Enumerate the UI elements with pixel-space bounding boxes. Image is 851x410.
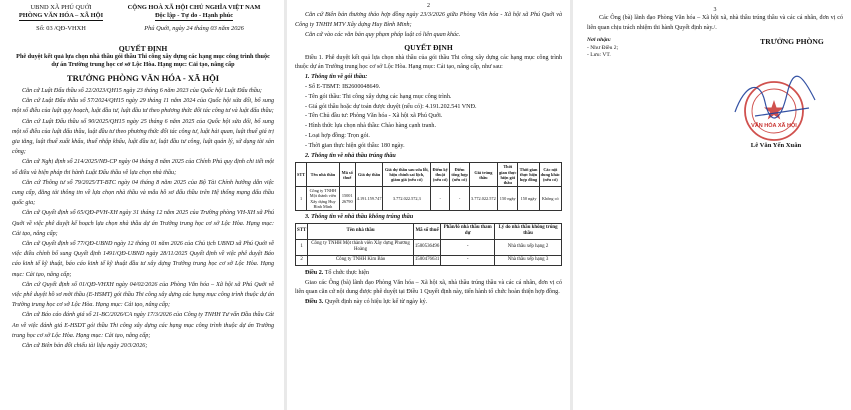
column-header: STT — [296, 163, 307, 187]
signer-title: TRƯỞNG PHÒNG — [760, 37, 824, 47]
table-cell: 1 — [296, 187, 307, 211]
table-cell: 3.772.022.572,3 — [383, 187, 431, 211]
winner-table-header — [296, 163, 562, 187]
table-cell: Nhà thầu xếp hạng 3 — [495, 255, 562, 265]
signature-block — [721, 58, 831, 148]
table-cell: - — [450, 187, 469, 211]
legal-basis-item: Căn cứ Biên bản thương thảo hợp đồng ngày 23/3/2026 giữa Phòng Văn hóa - Xã hội xã Phú Quới và Công ty TNHH MTV Xây dựng Huy Bình Minh; — [295, 12, 562, 29]
table-row — [296, 239, 562, 255]
table-row — [296, 187, 562, 211]
table-cell: Công ty TNHH Một thành viên Xây dựng Phương Hoàng — [308, 239, 414, 255]
table-cell: 150 ngày — [498, 187, 518, 211]
table-cell: 15001 26790 — [339, 187, 355, 211]
winner-table — [295, 162, 562, 211]
package-info-item: - Giá gói thầu hoặc dự toán được duyệt (nếu có): 4.191.202.541 VNĐ. — [305, 103, 477, 110]
legal-basis-item: Căn cứ Quyết định số 65/QĐ-PVH-XH ngày 31 tháng 12 năm 2025 của Trường phòng VH-XH xã Phú Quới về việc phê duyệt kế hoạch lựa chọn nhà thầu dự án Trường trung học cơ sở Lộc Hòa. Hạng mục: Cải tạo, nâng cấp; — [12, 210, 274, 237]
table-cell: 4.191.159.747 — [355, 187, 383, 211]
table-cell: Công ty TNHH Kim Bảo — [308, 255, 414, 265]
table-cell: 3.772.022.572 — [469, 187, 497, 211]
legal-basis-item: Căn cứ Quyết định số 77/QĐ-UBND ngày 12 tháng 01 năm 2026 của Chủ tịch UBND xã Phú Quới về việc điều chỉnh bổ sung Quyết định 1491/QĐ-UBND ngày 28/11/2025 Quyết định về việc phê duyệt Báo cáo kinh tế kỹ thuật, báo cáo kinh tế kỹ thuật đầu tư xây dựng Trường trung học cơ sở Lộc Hòa. Hạng mục: Cải tạo, nâng cấp; — [12, 241, 274, 278]
table-cell: Nhà thầu xếp hạng 2 — [495, 239, 562, 255]
column-header: Thời gian thực hiện gói thầu — [499, 164, 517, 185]
column-header: Tên nhà thầu — [308, 223, 414, 239]
article-2-title: Tổ chức thực hiện — [323, 269, 370, 276]
recipient-item: - Như Điều 2; — [587, 44, 619, 51]
agency-heading: TRƯỞNG PHÒNG VĂN HÓA - XÃ HỘI — [66, 73, 220, 83]
table-cell: - — [441, 255, 495, 265]
motto: Độc lập - Tự do - Hạnh phúc — [154, 12, 234, 19]
package-info-item: - Số E-TBMT: IB2600048649. — [305, 84, 381, 90]
loser-table-header — [296, 223, 562, 239]
legal-basis-item: Căn cứ Thông tư số 79/2025/TT-BTC ngày 04 tháng 8 năm 2025 của Bộ Tài Chính hướng dẫn việc cung cấp, đăng tải thông tin về lựa chọn nhà thầu và mẫu hồ sơ đấu thầu trên Hệ thống mạng đấu thầu quốc gia; — [12, 179, 274, 207]
country-name: CỘNG HOÀ XÃ HỘI CHỦ NGHĨA VIỆT NAM — [127, 4, 261, 11]
national-heading — [112, 4, 276, 33]
document-page-2 — [287, 0, 570, 410]
signer-name: Lê Văn Yến Xuân — [750, 142, 802, 149]
page-number: 3 — [713, 7, 717, 13]
recipients-title: Nơi nhận: — [587, 37, 611, 44]
loser-heading: 3. Thông tin về nhà thầu không trúng thầu — [305, 214, 414, 220]
legal-basis-item: Căn cứ Nghị định số 214/2025/NĐ-CP ngày 04 tháng 8 năm 2025 của Chính Phủ quy định chi tiết một số điều và biện pháp thi hành Luật Đấu thầu về lựa chọn nhà thầu; — [12, 159, 274, 176]
table-cell: 1500476631 — [413, 255, 440, 265]
winner-heading: 2. Thông tin về nhà thầu trúng thầu — [305, 152, 396, 159]
document-date: Phú Quới, ngày 24 tháng 03 năm 2026 — [144, 25, 244, 32]
column-header: STT — [296, 223, 308, 239]
legal-basis-item: Căn cứ Luật Đấu thầu số 22/2023/QH15 ngày 23 tháng 6 năm 2023 của Quốc hội Luật Đấu thầu; — [22, 88, 262, 94]
table-cell: Không có — [539, 187, 561, 211]
package-info-list — [295, 83, 562, 152]
legal-basis-item: Căn cứ Quyết định số 01/QĐ-VHXH ngày 04/02/2026 của Phòng Văn hóa – Xã hội xã Phú Quới về việc phê duyệt hồ sơ mời thầu (E-HSMT) gói thầu Thi công xây dựng các hạng mục công trình thuộc dự án Trường trung học cơ sở Lộc Hòa. Hạng mục: Cải tạo, nâng cấp; — [12, 281, 274, 309]
page-number: 2 — [427, 3, 430, 9]
table-cell: 1 — [296, 239, 308, 255]
column-header: Giá dự thầu — [355, 163, 383, 187]
article-2-label: Điều 2. — [305, 269, 324, 276]
column-header: Giá trúng thầu — [469, 163, 497, 187]
decision-subject: Phê duyệt kết quả lựa chọn nhà thầu gói thầu Thi công xây dựng các hạng mục công trình thuộc dự án Trường trung học cơ sở Lộc Hòa. Hạng mục: Cải tạo, nâng cấp — [16, 53, 270, 68]
column-header: Tên nhà thầu — [307, 163, 340, 187]
table-cell: 1500536496 — [413, 239, 440, 255]
package-info-item: - Tên Chủ đầu tư: Phòng Văn hóa - Xã hội xã Phú Quới. — [305, 113, 443, 120]
legal-basis-item: Căn cứ Báo cáo đánh giá số 21-BC/2026/CA ngày 17/3/2026 của Công ty TNHH Tư vấn Đầu thầu Cát An về việc đánh giá E-HSDT gói thầu Thi công xây dựng các hạng mục công trình thuộc dự án Trường trung học cơ sở Lộc Hòa. Hạng mục: Cải tạo, nâng cấp; — [12, 312, 274, 339]
column-header: Giá dự thầu sau sửa lỗi, hiệu chỉnh sai lệch, giảm giá (nếu có) — [383, 163, 431, 187]
column-header: Điểm tổng hợp (nếu có) — [450, 163, 469, 187]
legal-basis-item: Căn cứ vào các văn bản quy phạm pháp luật có liên quan khác. — [305, 32, 461, 39]
package-info-item: - Hình thức lựa chọn nhà thầu: Chào hàng cạnh tranh. — [305, 123, 436, 130]
package-info-item: - Thời gian thực hiện gói thầu: 180 ngày. — [305, 142, 405, 149]
package-info-item: - Loại hợp đồng: Trọn gói. — [305, 132, 370, 139]
document-page-1 — [0, 0, 284, 410]
table-cell: - — [441, 239, 495, 255]
article-3-label: Điều 3. — [305, 299, 324, 306]
article-2-body: Giao các Ông (bà) lãnh đạo Phòng Văn hóa – Xã hội xã, nhà thầu trúng thầu và các cá nhân, đơn vị có liên quan căn cứ nội dung được phê duyệt tại Điều 1 Quyết định này, tiến hành tổ chức hoàn thiện hợp đồng. — [295, 279, 562, 296]
decision-title: QUYẾT ĐỊNH — [118, 44, 168, 53]
recipients-block — [587, 37, 707, 59]
handwritten-signature-icon — [725, 64, 829, 134]
document-header — [12, 4, 274, 44]
org-sub: PHÒNG VĂN HÓA – XÃ HỘI — [18, 12, 104, 19]
column-header: Thời gian thực hiện hợp đồng — [518, 163, 539, 187]
document-page-3 — [573, 0, 851, 410]
closing-paragraph: Các Ông (bà) lãnh đạo Phòng Văn hóa – Xã hội xã, nhà thầu trúng thầu và các cá nhân, đơn vị có liên quan chịu trách nhiệm thi hành Quyết định này./. — [587, 15, 843, 31]
table-cell: Công ty TNHH Một thành viên Xây dựng Huy Bình Minh — [307, 187, 340, 211]
package-info-heading: 1. Thông tin về gói thầu: — [305, 74, 368, 81]
table-row — [296, 255, 562, 265]
legal-basis-item: Căn cứ Luật Đấu thầu số 90/2025/QH15 ngày 25 tháng 6 năm 2025 của Quốc hội sửa đổi, bổ sung một số điều của luật đấu thầu, luật đầu tư theo phương thức đối tác công tư, luật hải quan, luật thuế giá trị gia tăng, luật thuế xuất khẩu, thuế nhập khẩu, luật đầu tư, luật đầu tư công, luật quản lý, sử dụng tài sản công; — [12, 118, 274, 156]
package-info-item: - Tên gói thầu: Thi công xây dựng các hạng mục công trình. — [305, 93, 452, 100]
article-1: Điều 1. Phê duyệt kết quả lựa chọn nhà thầu của gói thầu Thi công xây dựng các hạng mục công trình thuộc dự án Trường trung học cơ sở Lộc Hòa. Hạng mục: Cải tạo, nâng cấp, như sau: — [295, 54, 562, 71]
table-cell: 150 ngày — [518, 187, 539, 211]
column-header: Các nội dung khác (nếu có) — [539, 163, 561, 187]
column-header: Mã số thuế — [339, 163, 355, 187]
stamp-text: VĂN HÓA XÃ HỘI — [751, 123, 797, 129]
table-cell: - — [431, 187, 450, 211]
column-header: Mã số thuế — [413, 223, 440, 239]
legal-basis-item: Căn cứ Biên bản đối chiếu tài liệu ngày 20/3/2026; — [22, 343, 148, 350]
column-header: Điểm kỹ thuật (nếu có) — [431, 163, 450, 187]
legal-basis-list — [12, 86, 274, 351]
article-3-text: Quyết định này có hiệu lực kể từ ngày ký. — [323, 299, 428, 306]
legal-basis-item: Căn cứ Luật Đấu thầu số 57/2024/QH15 ngày 29 tháng 11 năm 2024 của Quốc hội sửa đổi, bổ sung một số điều của luật quy hoạch, luật đầu tư, luật đầu tư theo phương thức đối tác công tư và luật đấu thầu; — [12, 98, 274, 115]
document-number: Số: 03 /QĐ-VHXH — [36, 25, 86, 32]
table-cell: 2 — [296, 255, 308, 265]
column-header: Phần/lô nhà thầu tham dự — [441, 223, 495, 239]
loser-table — [295, 223, 562, 266]
column-header: Lý do nhà thầu không trúng thầu — [495, 223, 562, 239]
recipient-item: - Lưu: VT. — [587, 52, 611, 58]
decision-heading: QUYẾT ĐỊNH — [404, 42, 453, 52]
issuing-organization — [12, 4, 110, 33]
org-top: UBND XÃ PHÚ QUỚI — [30, 4, 92, 11]
